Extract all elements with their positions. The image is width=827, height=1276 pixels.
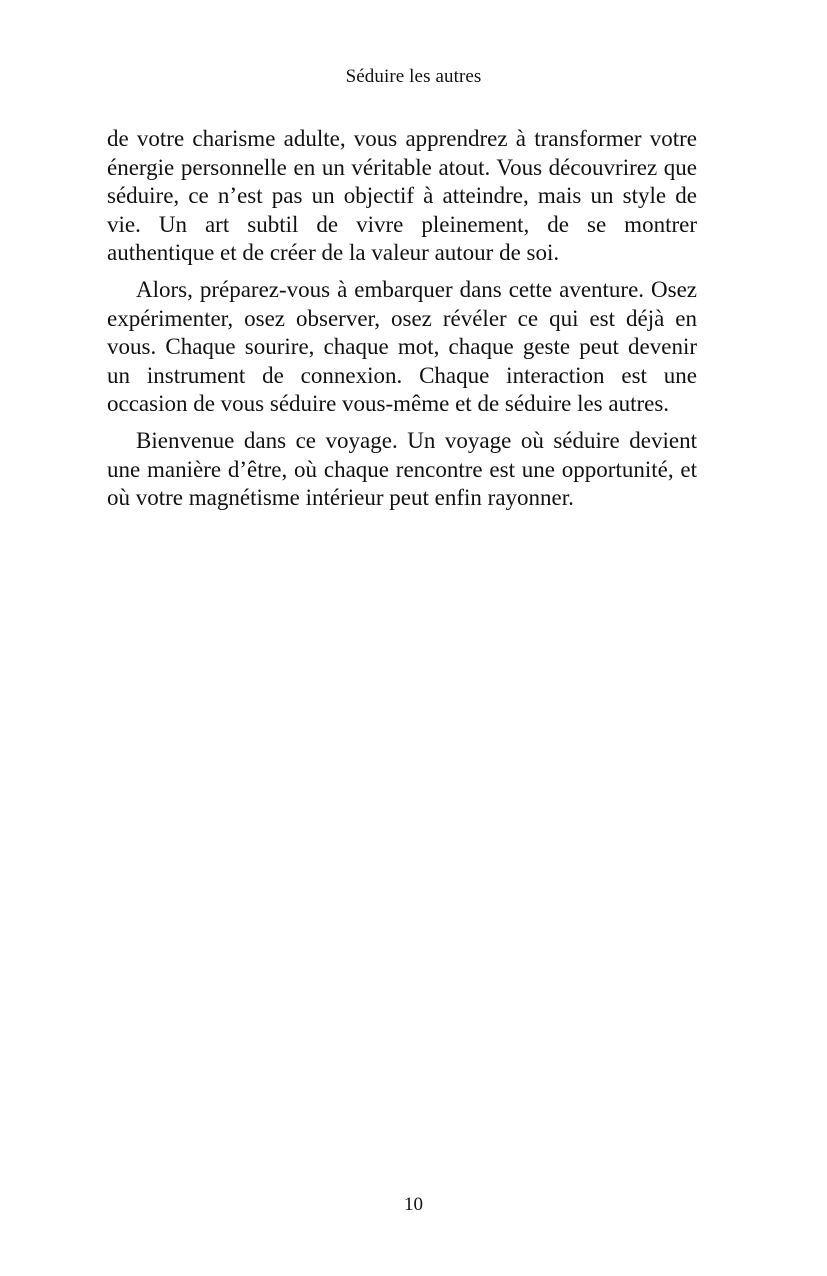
body-text [107, 125, 697, 521]
page-number: 10 [404, 1194, 423, 1215]
paragraph-continued: de votre charisme adulte, vous apprendrez à transformer votre énergie personnelle en un véritable atout. Vous découvrirez que séduire, ce n’est pas un objectif à atteindre, mais un style de vie. Un art subtil de vivre pleinement, de se montrer authentique et de créer de la valeur autour de soi. [107, 126, 697, 266]
paragraph: Bienvenue dans ce voyage. Un voyage où séduire devient une manière d’être, où chaque rencontre est une opportunité, et où votre magnétisme intérieur peut enfin rayonner. [107, 427, 697, 511]
running-header-title: Séduire les autres [345, 66, 482, 87]
paragraph: Alors, préparez-vous à embarquer dans cette aventure. Osez expérimenter, osez observer, osez révéler ce qui est déjà en vous. Chaque sourire, chaque mot, chaque geste peut devenir un instrument de connexion. Chaque interaction est une occasion de vous séduire vous-même et de séduire les autres. [107, 276, 697, 417]
